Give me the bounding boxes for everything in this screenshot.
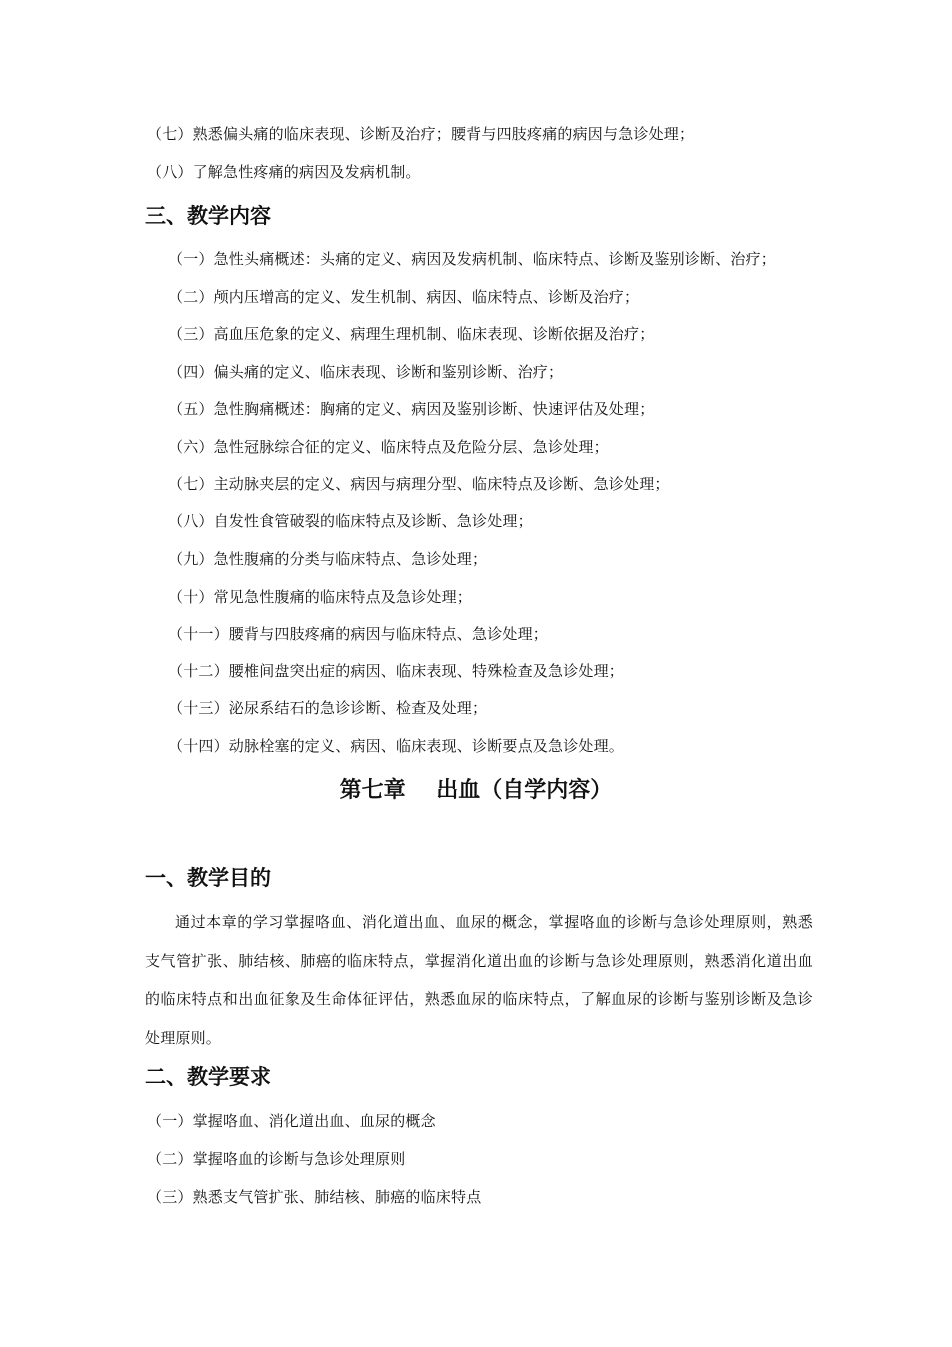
section-heading: 三、教学内容: [145, 203, 271, 228]
section-heading: 二、教学要求: [145, 1064, 271, 1089]
list-item: （十三）泌尿系结石的急诊诊断、检查及处理；: [168, 699, 488, 717]
list-item: （三）熟悉支气管扩张、肺结核、肺癌的临床特点: [147, 1188, 482, 1206]
list-item: （二）掌握咯血的诊断与急诊处理原则: [147, 1150, 406, 1168]
list-item: （五）急性胸痛概述：胸痛的定义、病因及鉴别诊断、快速评估及处理；: [168, 400, 655, 418]
list-item: （三）高血压危象的定义、病理生理机制、临床表现、诊断依据及治疗；: [168, 325, 655, 343]
list-item: （六）急性冠脉综合征的定义、临床特点及危险分层、急诊处理；: [168, 438, 609, 456]
list-item: （七）熟悉偏头痛的临床表现、诊断及治疗；腰背与四肢疼痛的病因与急诊处理；: [147, 125, 695, 143]
list-item: （十）常见急性腹痛的临床特点及急诊处理；: [168, 588, 473, 606]
list-item: （二）颅内压增高的定义、发生机制、病因、临床特点、诊断及治疗；: [168, 288, 640, 306]
chapter-title: 第七章 出血（自学内容）: [339, 777, 613, 803]
list-item: （十四）动脉栓塞的定义、病因、临床表现、诊断要点及急诊处理。: [168, 737, 625, 755]
list-item: （十一）腰背与四肢疼痛的病因与临床特点、急诊处理；: [168, 625, 549, 643]
list-item: （四）偏头痛的定义、临床表现、诊断和鉴别诊断、治疗；: [168, 363, 564, 381]
list-item: （十二）腰椎间盘突出症的病因、临床表现、特殊检查及急诊处理；: [168, 662, 625, 680]
list-item: （九）急性腹痛的分类与临床特点、急诊处理；: [168, 550, 488, 568]
list-item: （八）自发性食管破裂的临床特点及诊断、急诊处理；: [168, 512, 533, 530]
list-item: （七）主动脉夹层的定义、病因与病理分型、临床特点及诊断、急诊处理；: [168, 475, 670, 493]
list-item: （八）了解急性疼痛的病因及发病机制。: [147, 163, 421, 181]
list-item: （一）急性头痛概述：头痛的定义、病因及发病机制、临床特点、诊断及鉴别诊断、治疗；: [168, 250, 777, 268]
objective-paragraph: 通过本章的学习掌握咯血、消化道出血、血尿的概念，掌握咯血的诊断与急诊处理原则，熟悉支气管扩张、肺结核、肺癌的临床特点，掌握消化道出血的诊断与急诊处理原则，熟悉消化道出血的临床特点和出血征象及生命体征评估，熟悉血尿的临床特点，了解血尿的诊断与鉴别诊断及急诊处理原则。: [145, 913, 813, 1047]
list-item: （一）掌握咯血、消化道出血、血尿的概念: [147, 1112, 436, 1130]
section-heading: 一、教学目的: [145, 865, 271, 890]
